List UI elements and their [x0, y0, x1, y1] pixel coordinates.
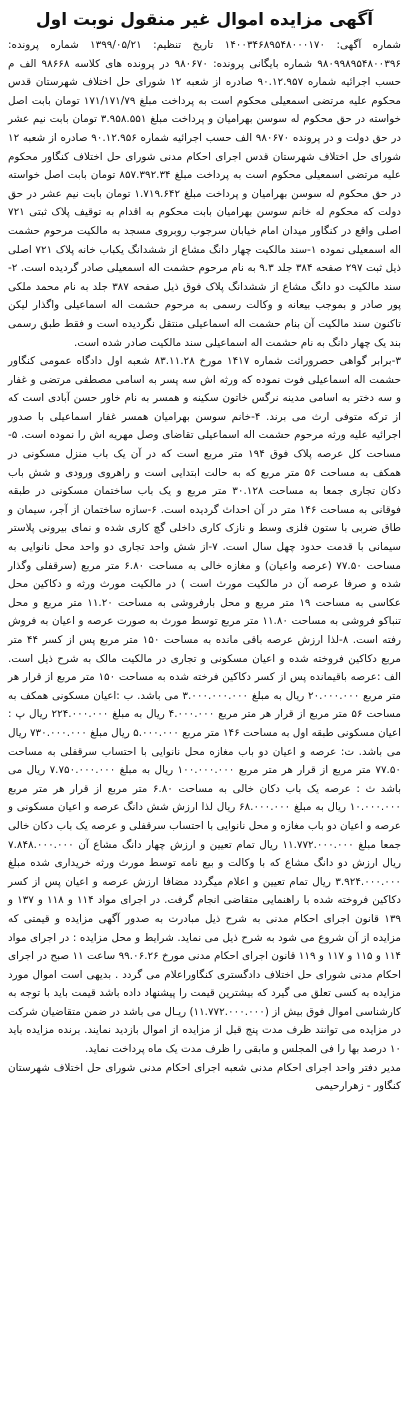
notice-signature: مدیر دفتر واحد اجرای احکام مدنی شعبه اجرای احکام مدنی شورای حل اختلاف شهرستان کنگاور - زهرارحیمی: [8, 1061, 401, 1093]
notice-paragraph-1: شماره آگهی: ۱۴۰۰۳۴۶۸۹۵۴۸۰۰۰۱۷۰ تاریخ تنظیم: ۱۳۹۹/۰۵/۲۱ شماره پرونده: ۹۸۰۹۹۸۹۵۴۸۰۰۳۹۶ شماره بایگانی پرونده: ۹۸۰۶۷۰ در پرونده های کلاسه ۹۸۶۶۸ الف م حسب اجرائیه شماره ۹۰.۱۲.۹۵۷ صادره از شعبه ۱۲ شورای حل اختلاف شهرستان قدس محکوم علیه مرتضی اسمعیلی محکوم است به پرداخت مبلغ ۱۷۱/۱۷۱/۷۹ تومان بابت اصل خواسته در حق محکوم له سوسن بهرامیان و پرداخت مبلغ ۳.۹۵۸.۵۵۱ تومان بابت نیم عشر در حق دولت و در پرونده ۹۸۰۶۷۰ الف حسب اجرائیه شماره ۹۰.۱۲.۹۵۶ صادره از شعبه ۱۲ شورای حل اختلاف شهرستان قدس اجرای احکام مدنی شورای حل اختلاف کنگاور محکوم علیه مرتضی اسمعیلی محکوم است به پرداخت مبلغ ۸۵۷.۳۹۲.۳۴ تومان بابت اصل خواسته در حق محکوم له سوسن بهرامیان و پرداخت مبلغ ۱.۷۱۹.۶۴۲ تومان بابت نیم عشر در حق دولت که محکوم له خانم سوسن بهرامیان بابت محکوم به اقدام به توقیف پلاک ثبتی ۷۲۱ اصلی واقع در کنگاور میدان امام خیابان سرجوب روبروی مسجد به مالکیت مرحوم حشمت اله اسمعیلی نموده ۱-سند مالکیت چهار دانگ مشاع از ششدانگ یکباب خانه پلاک ۷۲۱ اصلی ذیل ثبت ۲۹۷ صفحه ۳۸۴ جلد ۹.۳ به نام مرحوم حشمت اله اسمعیلی صادر گردیده است. ۲-سند مالکیت دو دانگ مشاع از ششدانگ پلاک فوق ذیل صفحه ۳۸۷ جلد به نام محمد ملکی پور صادر و بموجب بیعانه و وکالت رسمی به مرحوم حشمت اله اسماعیلی واگذار لیکن تاکنون سند مالکیت آن بنام حشمت اله اسماعیلی منتقل نگردیده است و فقط طبق رسمی بند یک چهار دانگ به نام حشمت اله اسماعیلی سند مالکیت صادر شده است.: [8, 39, 402, 349]
notice-title: آگهی مزایده اموال غیر منقول نوبت اول: [35, 10, 374, 30]
notice-paragraph-2: ۳-برابر گواهی حصروراثت شماره ۱۴۱۷ مورخ ۸۳.۱۱.۲۸ شعبه اول دادگاه عمومی کنگاور حشمت اله اسماعیلی فوت نموده که ورثه اش سه پسر به اسامی مصطفی مرتضی و غفار و سه دختر به اسامی مدینه نرگس خاتون سکینه و همسر به نام خاور حسن آبادی است که از ترکه متوفی ارث می برند. ۴-خانم سوسن بهرامیان همسر غفار اسماعیلی با صدور اجرائیه علیه ورثه مرحوم حشمت اله اسماعیلی تقاضای وصل مهریه اش را نموده است. ۵-مساحت کل عرصه پلاک فوق ۱۹۴ متر مربع است که در آن یک باب منزل مسکونی در همکف به مساحت ۵۶ متر مربع که به حالت ابتدایی است و راهروی ورودی و شش باب دکان تجاری جمعا به مساحت ۳۰.۱۲۸ متر مربع و یک باب ساختمان مسکونی در طبقه فوقانی به مساحت ۱۴۶ متر در آن احداث گردیده است. ۶-سازه ساختمان از آجر، سیمان و طاق ضربی با ستون فلزی وسط و نازک کاری داخلی گچ کاری شده و نمای بیرونی پلاستر سیمانی با قدمت حدود چهل سال است. ۷-از شش واحد تجاری دو واحد محل نانوایی به مساحت ۷۷.۵۰ (عرصه واعیان) و مغازه خالی به مساحت ۶.۸۰ متر مربع (سرقفلی وگذار شده و صرفا عرصه آن در مالکیت مورث است ) در مالکیت مورث ورثه و دکاکین محل عکاسی به مساحت ۱۹ متر مربع و محل بارفروشی به مساحت ۱۱.۲۰ متر مربع و محل تنباکو فروشی به مساحت ۱۱.۸۰ متر مربع توسط مورث به صورت عرصه و اعیان به فروش رفته است. ۸-لذا ارزش عرصه باقی مانده به مساحت ۱۵۰ متر مربع پس از کسر ۴۴ متر مربع دکاکین فروخته شده و اعیان مسکونی و تجاری در مالکیت مالک به شرح ذیل است. الف :عرصه باقیمانده پس از کسر دکاکین فرخته شده به مساحت ۱۵۰ متر مربع از قرار هر متر مربع ۲۰.۰۰۰.۰۰۰ ریال به مبلغ ۳.۰۰۰.۰۰۰.۰۰۰ می باشد. ب :اعیان مسکونی همکف به مساحت ۵۶ متر مربع از قرار هر متر مربع ۴.۰۰۰.۰۰۰ ریال به مبلغ ۲۲۴.۰۰۰.۰۰۰ ریال پ : اعیان مسکونی طبقه اول به مساحت ۱۴۶ متر مربع ۵.۰۰۰.۰۰۰ ریال مبلغ ۷۳۰.۰۰۰.۰۰۰ ریال می باشد. ت: عرصه و اعیان دو باب مغازه محل نانوایی با احتساب سرقفلی به مساحت ۷۷.۵۰ متر مربع از قرار هر متر مربع ۱۰۰.۰۰۰.۰۰۰ ریال به مبلغ ۷.۷۵۰.۰۰۰.۰۰۰ ریال می باشد ث : عرصه یک باب دکان خالی به مساحت ۶.۸۰ متر مربع از قرار هر متر مربع ۱۰.۰۰۰.۰۰۰ ریال به مبلغ ۶۸.۰۰۰.۰۰۰ ریال لذا ارزش شش دانگ عرصه و اعیان مسکونی و عرصه و اعیان دو باب مغازه و محل نانوایی با احتساب سرقفلی و عرصه یک باب دکان خالی جمعا مبلغ ۱۱.۷۷۲.۰۰۰.۰۰۰ ریال تمام تعیین و ارزش چهار دانگ مشاع آن ۷.۸۴۸.۰۰۰.۰۰۰ ریال ارزش دو دانگ مشاع که با وکالت و بیع نامه توسط مورث ورثه خریداری شده مبلغ ۳.۹۲۴.۰۰۰.۰۰۰ ریال تمام تعیین و اعلام میگردد مضافا ارزش عرصه و اعیان پس از کسر دکاکین فروخته شده با راهنمایی متقاضی انجام گرفت. در اجرای مواد ۱۱۴ و ۱۱۸ و ۱۳۷ و ۱۳۹ قانون اجرای احکام مدنی به شرح ذیل مبادرت به صدور آگهی مزایده و قیمتی که مزایده از آن شروع می شود به شرح ذیل می نماید. شرایط و محل مزایده : در اجرای مواد ۱۱۴ و ۱۱۵ و ۱۱۷ و ۱۱۹ قانون اجرای احکام مدنی مورخ ۹۹.۰۶.۲۶ ساعت ۱۱ صبح در اجرای احکام مدنی شورای حل اختلاف دادگستری کنگاوراعلام می گردد . بدیهی است اموال مورد مزایده به کسی تعلق می گیرد که بیشترین قیمت را پیشنهاد داده باشد قیمت باید با توجه به کارشناسی اموال فوق بیش از (۱۱.۷۷۲.۰۰۰.۰۰۰) ریـال می باشد در ضمن متقاضیان شرکت در مزایده می توانند ظرف مدت پنج قبل از مزایده از اموال بازدید نمایند. برنده مزایده باید ۱۰ درصد بها را فی المجلس و مابقی را ظرف مدت یک ماه پرداخت نماید.: [8, 355, 402, 1056]
